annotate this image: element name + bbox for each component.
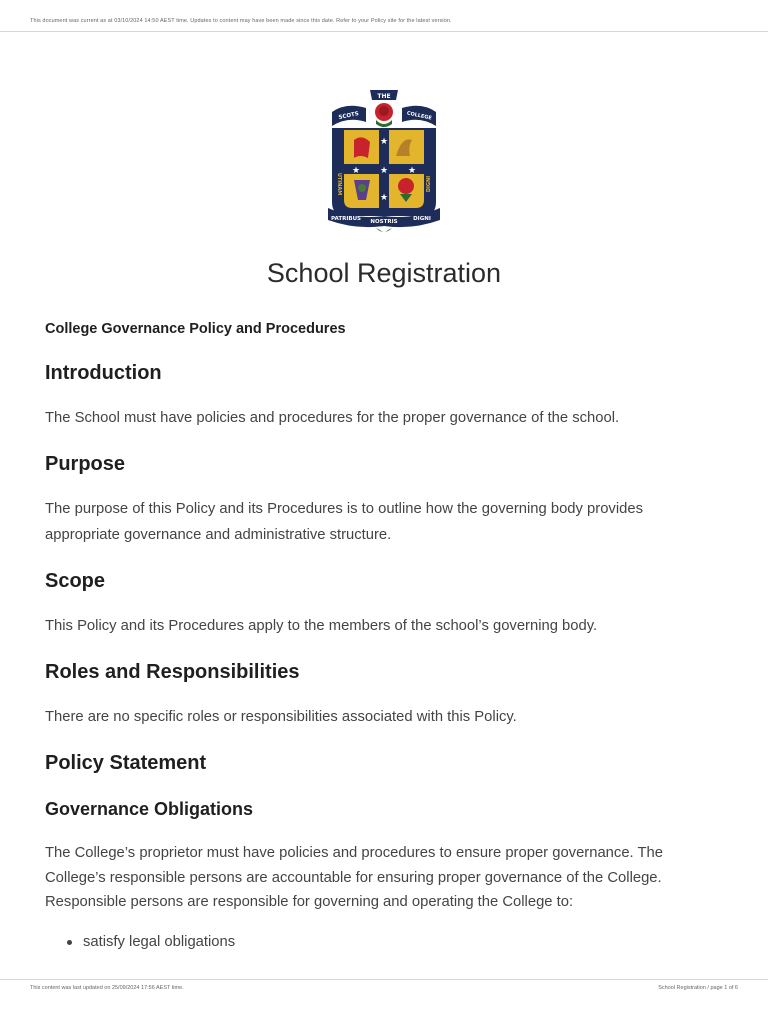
svg-text:COLLEGE: COLLEGE <box>406 110 433 122</box>
svg-text:DIGNI: DIGNI <box>413 216 431 222</box>
svg-text:★: ★ <box>379 165 389 175</box>
svg-text:★: ★ <box>407 165 417 175</box>
last-updated-notice: This content was last updated on 25/09/2024 17:56 AEST time. <box>30 985 184 991</box>
purpose-text: The purpose of this Policy and its Procedures is to outline how the governing body provides appropriate governance and administrative structure. <box>45 501 643 543</box>
svg-text:NOSTRIS: NOSTRIS <box>370 219 398 225</box>
svg-text:PATRIBUS: PATRIBUS <box>330 216 362 222</box>
introduction-text: The School must have policies and procedures for the proper governance of the school. <box>45 410 620 426</box>
document-title: School Registration <box>266 258 502 288</box>
svg-text:DIGNI: DIGNI <box>426 175 432 193</box>
policy-statement-heading: Policy Statement <box>45 752 207 774</box>
governance-obligations-text: The College’s proprietor must have policies and procedures to ensure proper governance. The College’s responsible persons are accountable for ensuring proper governance of the College. Responsible persons are responsible for governing and operating the College to: <box>45 845 663 910</box>
page-indicator: School Registration / page 1 of 6 <box>658 985 738 991</box>
document-currency-notice: This document was current as at 03/10/2024 14:50 AEST time. Updates to content may have been made since this date. Refer to your Policy site for the latest version. <box>30 18 452 24</box>
svg-text:★: ★ <box>351 165 361 175</box>
svg-text:UTINAM: UTINAM <box>336 172 342 196</box>
scope-text: This Policy and its Procedures apply to the members of the school’s governing body. <box>45 618 598 634</box>
governance-obligations-heading: Governance Obligations <box>45 799 254 819</box>
college-crest-logo <box>326 84 442 236</box>
policy-subtitle: College Governance Policy and Procedures <box>45 321 346 337</box>
roles-heading: Roles and Responsibilities <box>45 661 300 683</box>
svg-text:THE: THE <box>377 93 391 100</box>
footer-divider <box>0 979 768 980</box>
svg-text:★: ★ <box>379 136 389 146</box>
header-divider <box>0 31 768 32</box>
roles-text: There are no specific roles or responsibilities associated with this Policy. <box>45 709 517 725</box>
list-item: satisfy legal obligations <box>45 931 235 953</box>
introduction-heading: Introduction <box>45 362 162 384</box>
scope-heading: Scope <box>45 570 106 592</box>
obligations-list <box>45 931 235 953</box>
svg-text:★: ★ <box>379 192 389 202</box>
purpose-heading: Purpose <box>45 453 126 475</box>
svg-text:SCOTS: SCOTS <box>338 110 360 122</box>
